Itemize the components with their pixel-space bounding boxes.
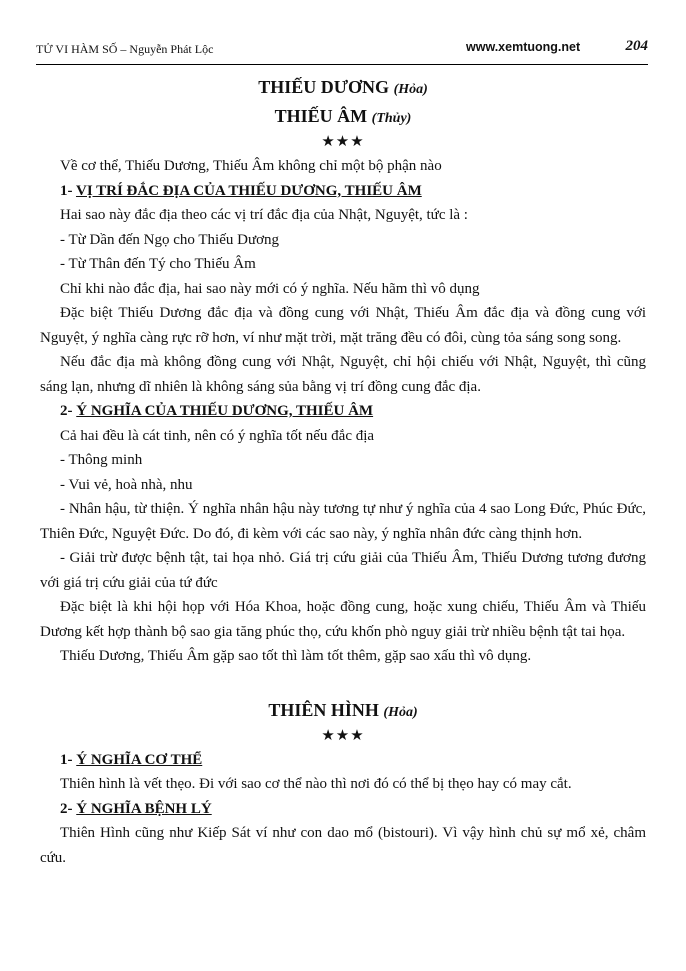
section-title: Ý NGHĨA CỦA THIẾU DƯƠNG, THIẾU ÂM [76,403,374,419]
element-label: (Thủy) [371,111,412,126]
list-item: - Thông minh [60,452,143,468]
list-item: - Vui vẻ, hoà nhà, nhu [60,476,193,493]
list-item: - Nhân hậu, từ thiện. Ý nghĩa nhân hậu này tương tự như ý nghĩa của 4 sao Long Đức, Phúc Đức, Thiên Đức, Nguyệt Đức. Do đó, đi kèm với các sao này, ý nghĩa nhân đức càng thịnh hơn. [40,501,646,542]
section-number: 1- [60,182,73,199]
list-item: - Giải trừ được bệnh tật, tai họa nhỏ. Giá trị cứu giải của Thiếu Âm, Thiếu Dương tương đương với giá trị cứu giải của tứ đức [40,550,646,591]
section-number: 2- [60,403,73,419]
heading-thieu-duong [40,74,646,103]
paragraph: Chỉ khi nào đắc địa, hai sao này mới có ý nghĩa. Nếu hãm thì vô dụng [60,280,480,297]
paragraph: Đặc biệt Thiếu Dương đắc địa và đồng cung với Nhật, Thiếu Âm đắc địa và đồng cung với Nguyệt, ý nghĩa càng rực rỡ hơn, ví như mặt trời, mặt trăng đều có đôi, cùng tỏa sáng song song. [40,305,646,346]
section-title: VỊ TRÍ ĐẮC ĐỊA CỦA THIẾU DƯƠNG, THIẾU ÂM [75,182,422,199]
list-item: - Từ Thân đến Tý cho Thiếu Âm [60,256,256,272]
section-title: Ý NGHĨA BỆNH LÝ [76,800,212,817]
paragraph: Hai sao này đắc địa theo các vị trí đắc địa của Nhật, Nguyệt, tức là : [60,207,468,223]
section-number: 2- [60,800,73,817]
paragraph: Thiếu Dương, Thiếu Âm gặp sao tốt thì làm tốt thêm, gặp sao xấu thì vô dụng. [60,648,532,664]
heading-text: THIẾU DƯƠNG [258,77,390,97]
element-label: (Hỏa) [383,704,418,720]
star-divider-icon: ★★★ [321,134,365,150]
paragraph: Đặc biệt là khi hội họp với Hóa Khoa, hoặc đồng cung, hoặc xung chiếu, Thiếu Âm và Thiếu Dương kết hợp thành bộ sao gia tăng phúc thọ, cứu khốn phò nguy giải trừ nhiều bệnh tật tai họa. [40,599,646,640]
list-item: - Từ Dần đến Ngọ cho Thiếu Dương [60,231,280,248]
paragraph: Cả hai đều là cát tinh, nên có ý nghĩa tốt nếu đắc địa [60,427,375,444]
heading-text: THIÊN HÌNH [268,699,379,720]
section-title: Ý NGHĨA CƠ THỂ [76,751,203,768]
section-heading [40,748,646,773]
heading-text: THIẾU ÂM [274,106,368,126]
website-url[interactable]: www.xemtuong.net [466,40,581,54]
page-header [36,38,648,65]
star-divider-icon: ★★★ [321,727,365,744]
page-number: 204 [625,38,648,54]
paragraph: Về cơ thể, Thiếu Dương, Thiếu Âm không chỉ một bộ phận nào [60,158,442,174]
paragraph: Thiên hình là vết thẹo. Đi với sao cơ thể nào thì nơi đó có thể bị thẹo hay có may cắt. [60,776,572,792]
section-number: 1- [60,751,73,768]
section-heading [40,399,646,424]
paragraph: Thiên Hình cũng như Kiếp Sát ví như con dao mổ (bistouri). Vì vậy hình chủ sự mổ xẻ, châm cứu. [40,825,646,866]
heading-thieu-am [40,103,646,132]
page-content [40,74,646,870]
section-heading [40,797,646,822]
element-label: (Hỏa) [393,82,428,97]
paragraph: Nếu đắc địa mà không đồng cung với Nhật, Nguyệt, chỉ hội chiếu với Nhật, Nguyệt, thì cũng sáng lạn, nhưng dĩ nhiên là không sáng sủa bằng vị trí đồng cung đắc địa. [40,354,646,395]
spacer [40,669,646,697]
section-heading [40,179,646,204]
heading-thien-hinh [40,697,646,726]
book-title: TỬ VI HÀM SỐ – Nguyễn Phát Lộc [36,42,214,56]
